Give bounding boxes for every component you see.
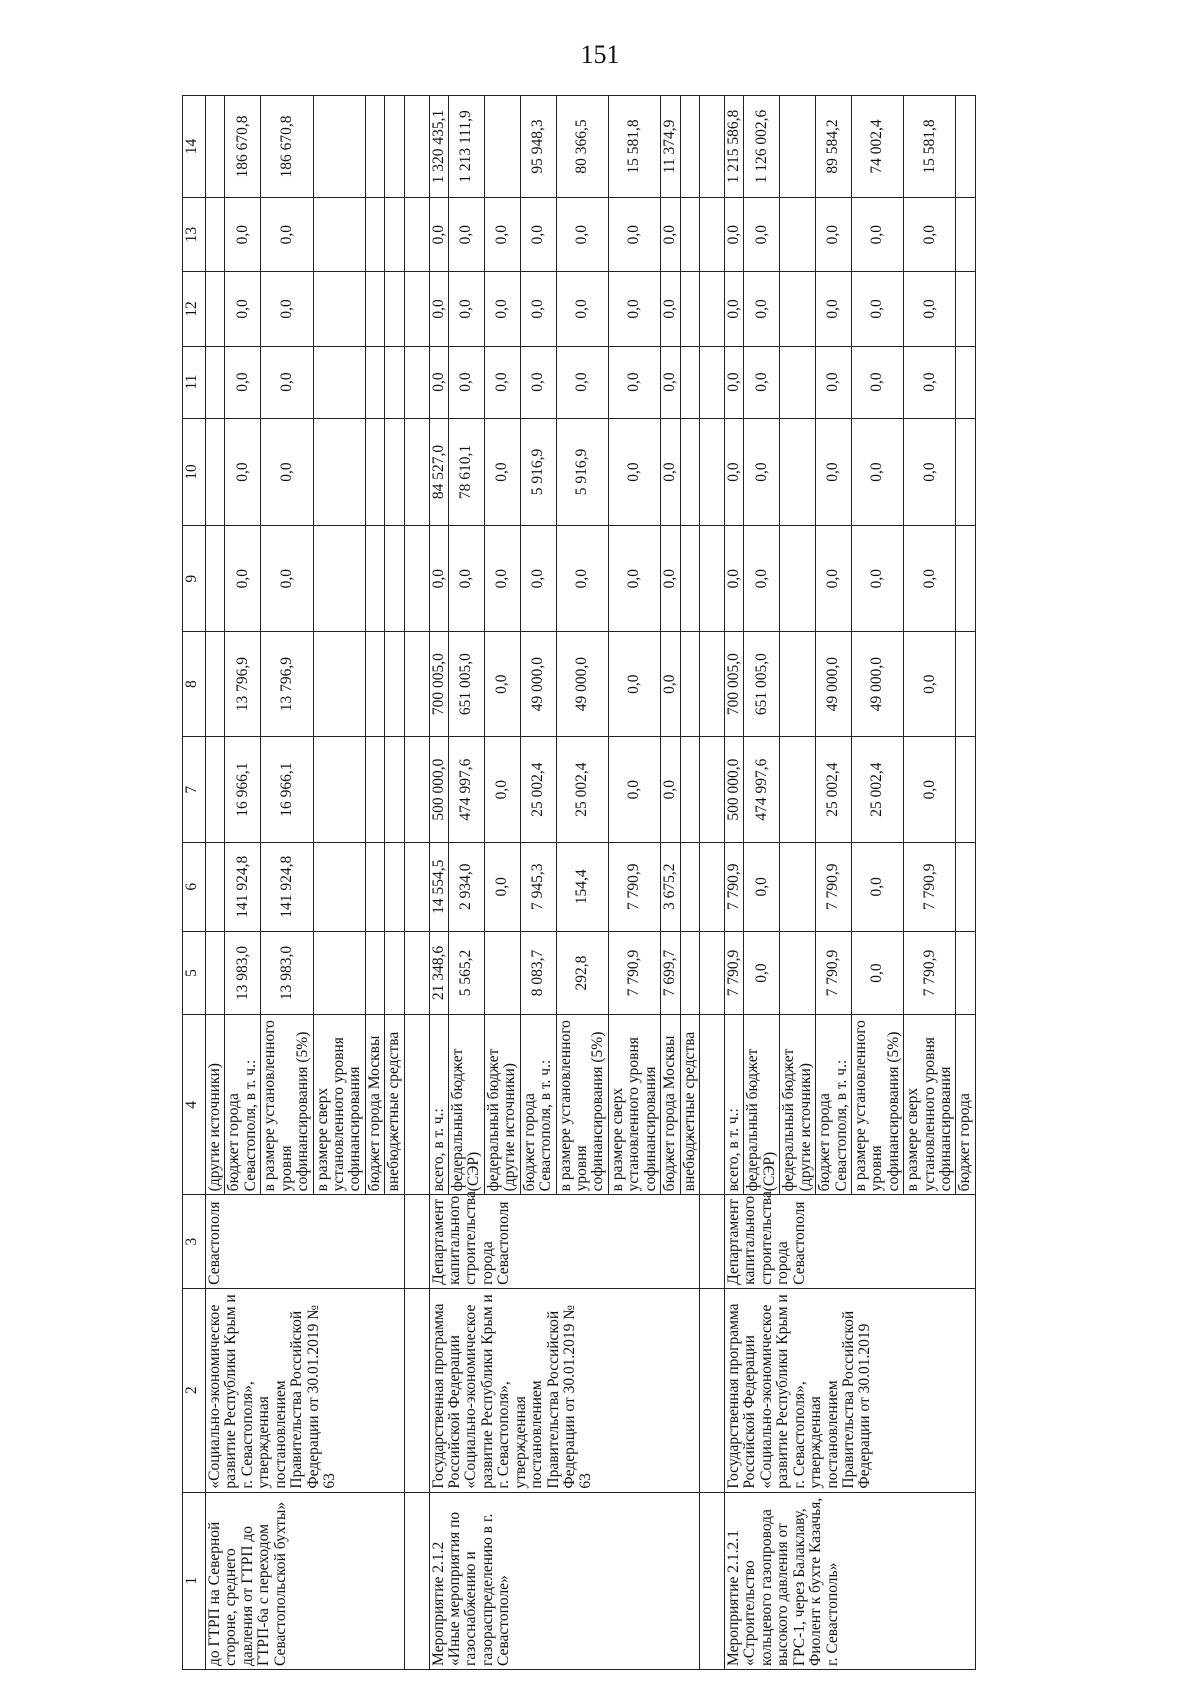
value-cell — [365, 842, 384, 931]
value-cell: 0,0 — [744, 931, 780, 1015]
value-cell: 7 790,9 — [608, 842, 660, 931]
funding-source-cell: всего, в т. ч.: — [429, 1015, 448, 1195]
value-cell — [365, 198, 384, 272]
value-cell: 0,0 — [724, 526, 743, 631]
value-cell: 0,0 — [484, 842, 520, 931]
value-cell — [680, 631, 699, 736]
column-header: 14 — [183, 96, 206, 198]
value-cell: 25 002,4 — [851, 737, 903, 842]
value-cell: 0,0 — [449, 526, 485, 631]
empty-cell — [404, 96, 429, 198]
value-cell: 0,0 — [429, 346, 448, 418]
value-cell: 0,0 — [484, 272, 520, 346]
value-cell — [206, 631, 225, 736]
value-cell: 0,0 — [429, 272, 448, 346]
funding-source-cell: бюджет города Севастополя, в т. ч.: — [520, 1015, 556, 1195]
column-header: 10 — [183, 418, 206, 526]
value-cell: 7 790,9 — [816, 931, 852, 1015]
value-cell — [365, 272, 384, 346]
value-cell — [780, 346, 816, 418]
value-cell — [313, 272, 365, 346]
column-header: 5 — [183, 931, 206, 1015]
value-cell — [313, 526, 365, 631]
value-cell: 0,0 — [608, 526, 660, 631]
value-cell — [206, 737, 225, 842]
value-cell: 25 002,4 — [816, 737, 852, 842]
column-header: 1 — [183, 1492, 206, 1669]
value-cell: 500 000,0 — [429, 737, 448, 842]
value-cell: 0,0 — [429, 198, 448, 272]
value-cell: 21 348,6 — [429, 931, 448, 1015]
empty-cell — [699, 272, 724, 346]
value-cell: 0,0 — [724, 198, 743, 272]
value-cell — [956, 198, 975, 272]
empty-cell — [699, 737, 724, 842]
value-cell: 16 966,1 — [225, 737, 261, 842]
value-cell: 0,0 — [520, 198, 556, 272]
value-cell: 1 320 435,1 — [429, 96, 448, 198]
empty-cell — [404, 346, 429, 418]
value-cell: 0,0 — [261, 418, 313, 526]
funding-source-cell: федеральный бюджет (другие источники) — [780, 1015, 816, 1195]
value-cell: 0,0 — [449, 346, 485, 418]
value-cell: 89 584,2 — [816, 96, 852, 198]
value-cell: 49 000,0 — [816, 631, 852, 736]
value-cell: 49 000,0 — [556, 631, 608, 736]
value-cell — [385, 198, 404, 272]
value-cell — [484, 96, 520, 198]
empty-cell — [404, 737, 429, 842]
table-row — [429, 96, 448, 1670]
value-cell: 13 796,9 — [225, 631, 261, 736]
value-cell: 13 983,0 — [261, 931, 313, 1015]
value-cell: 0,0 — [608, 631, 660, 736]
value-cell: 0,0 — [851, 346, 903, 418]
value-cell: 7 790,9 — [904, 842, 956, 931]
value-cell — [206, 272, 225, 346]
value-cell: 13 983,0 — [225, 931, 261, 1015]
value-cell — [365, 526, 384, 631]
empty-cell — [699, 346, 724, 418]
value-cell: 0,0 — [261, 198, 313, 272]
value-cell: 7 945,3 — [520, 842, 556, 931]
column-header-row — [183, 96, 206, 1670]
empty-cell — [404, 1195, 429, 1289]
value-cell: 0,0 — [904, 418, 956, 526]
funding-source-cell: в размере установленного уровня софинансирования (5%) — [851, 1015, 903, 1195]
value-cell: 0,0 — [449, 272, 485, 346]
value-cell: 0,0 — [744, 526, 780, 631]
value-cell — [313, 842, 365, 931]
value-cell — [206, 526, 225, 631]
value-cell: 0,0 — [851, 418, 903, 526]
value-cell — [313, 96, 365, 198]
value-cell: 292,8 — [556, 931, 608, 1015]
value-cell: 0,0 — [724, 346, 743, 418]
value-cell: 0,0 — [520, 526, 556, 631]
value-cell — [365, 737, 384, 842]
value-cell — [206, 842, 225, 931]
value-cell: 0,0 — [661, 737, 680, 842]
value-cell — [780, 272, 816, 346]
column-header: 9 — [183, 526, 206, 631]
funding-source-cell: в размере установленного уровня софинансирования (5%) — [261, 1015, 313, 1195]
rotated-table-wrapper — [182, 95, 1100, 1670]
column-header: 11 — [183, 346, 206, 418]
empty-cell — [404, 1015, 429, 1195]
value-cell: 84 527,0 — [429, 418, 448, 526]
funding-source-cell: в размере сверх установленного уровня софинансирования — [608, 1015, 660, 1195]
value-cell — [313, 418, 365, 526]
empty-cell — [404, 631, 429, 736]
program-cell: Государственная программа Российской Федерации «Социально-экономическое развитие Республики Крым и г. Севастополя», утвержденная постановлением Правительства Российской Федерации от 30.01.2019 № 63 — [429, 1288, 699, 1492]
value-cell: 25 002,4 — [520, 737, 556, 842]
value-cell — [385, 96, 404, 198]
value-cell: 0,0 — [744, 842, 780, 931]
value-cell — [680, 418, 699, 526]
value-cell: 474 997,6 — [744, 737, 780, 842]
value-cell — [956, 631, 975, 736]
value-cell: 0,0 — [904, 631, 956, 736]
value-cell — [385, 737, 404, 842]
value-cell — [385, 418, 404, 526]
value-cell: 8 083,7 — [520, 931, 556, 1015]
funding-source-cell: внебюджетные средства — [385, 1015, 404, 1195]
block-divider-row — [404, 96, 429, 1670]
empty-cell — [404, 1288, 429, 1492]
value-cell: 0,0 — [449, 198, 485, 272]
value-cell: 0,0 — [225, 346, 261, 418]
column-header: 13 — [183, 198, 206, 272]
funding-source-cell: бюджет города Москвы — [661, 1015, 680, 1195]
value-cell: 0,0 — [608, 272, 660, 346]
executor-cell: Департамент капитального строительства города Севастополя — [724, 1195, 975, 1289]
empty-cell — [404, 1492, 429, 1669]
empty-cell — [404, 198, 429, 272]
funding-source-cell: бюджет города Севастополя, в т. ч.: — [225, 1015, 261, 1195]
value-cell: 7 790,9 — [816, 842, 852, 931]
value-cell: 0,0 — [261, 526, 313, 631]
value-cell — [365, 418, 384, 526]
funding-source-cell: в размере сверх установленного уровня софинансирования — [904, 1015, 956, 1195]
value-cell: 5 916,9 — [556, 418, 608, 526]
page-number: 151 — [580, 40, 620, 69]
value-cell — [385, 272, 404, 346]
value-cell: 0,0 — [608, 737, 660, 842]
column-header: 6 — [183, 842, 206, 931]
value-cell: 0,0 — [816, 526, 852, 631]
table-body — [206, 96, 976, 1670]
value-cell: 7 790,9 — [904, 931, 956, 1015]
value-cell: 186 670,8 — [225, 96, 261, 198]
value-cell: 3 675,2 — [661, 842, 680, 931]
value-cell: 5 565,2 — [449, 931, 485, 1015]
program-cell: Государственная программа Российской Федерации «Социально-экономическое развитие Республики Крым и г. Севастополя», утвержденная постановлением Правительства Российской Федерации от 30.01.2019 — [724, 1288, 975, 1492]
value-cell: 7 790,9 — [724, 931, 743, 1015]
value-cell: 15 581,8 — [608, 96, 660, 198]
value-cell — [780, 198, 816, 272]
value-cell: 0,0 — [744, 346, 780, 418]
value-cell: 0,0 — [851, 272, 903, 346]
value-cell — [680, 346, 699, 418]
value-cell — [680, 526, 699, 631]
value-cell: 1 215 586,8 — [724, 96, 743, 198]
value-cell: 7 790,9 — [608, 931, 660, 1015]
column-header: 12 — [183, 272, 206, 346]
value-cell: 0,0 — [661, 346, 680, 418]
value-cell: 0,0 — [261, 346, 313, 418]
value-cell: 651 005,0 — [449, 631, 485, 736]
value-cell: 78 610,1 — [449, 418, 485, 526]
value-cell: 0,0 — [661, 526, 680, 631]
value-cell — [780, 96, 816, 198]
empty-cell — [699, 1288, 724, 1492]
value-cell: 474 997,6 — [449, 737, 485, 842]
funding-source-cell: федеральный бюджет (СЭР) — [449, 1015, 485, 1195]
value-cell — [206, 198, 225, 272]
empty-cell — [699, 1015, 724, 1195]
value-cell — [956, 526, 975, 631]
empty-cell — [699, 96, 724, 198]
value-cell: 11 374,9 — [661, 96, 680, 198]
value-cell: 80 366,5 — [556, 96, 608, 198]
value-cell — [956, 842, 975, 931]
value-cell: 0,0 — [661, 272, 680, 346]
value-cell: 0,0 — [661, 418, 680, 526]
value-cell — [956, 272, 975, 346]
value-cell: 14 554,5 — [429, 842, 448, 931]
value-cell: 0,0 — [484, 737, 520, 842]
value-cell — [680, 737, 699, 842]
empty-cell — [699, 1195, 724, 1289]
value-cell: 0,0 — [484, 418, 520, 526]
value-cell — [206, 931, 225, 1015]
value-cell: 0,0 — [744, 272, 780, 346]
funding-source-cell: (другие источники) — [206, 1015, 225, 1195]
value-cell: 0,0 — [520, 346, 556, 418]
empty-cell — [404, 526, 429, 631]
value-cell — [365, 931, 384, 1015]
measure-name-cell: до ГТРП на Северной стороне, среднего давления от ГТРП до ГТРП-6а с переходом Севастопольской бухты» — [206, 1492, 405, 1669]
funding-source-cell: всего, в т. ч.: — [724, 1015, 743, 1195]
value-cell: 49 000,0 — [851, 631, 903, 736]
value-cell: 0,0 — [484, 526, 520, 631]
funding-source-cell: федеральный бюджет (СЭР) — [744, 1015, 780, 1195]
value-cell: 0,0 — [816, 198, 852, 272]
column-header: 7 — [183, 737, 206, 842]
empty-cell — [699, 631, 724, 736]
value-cell: 0,0 — [744, 198, 780, 272]
value-cell — [206, 346, 225, 418]
value-cell — [206, 418, 225, 526]
empty-cell — [404, 842, 429, 931]
value-cell: 141 924,8 — [225, 842, 261, 931]
value-cell: 700 005,0 — [724, 631, 743, 736]
value-cell — [365, 96, 384, 198]
value-cell — [313, 631, 365, 736]
value-cell — [385, 526, 404, 631]
value-cell — [780, 418, 816, 526]
table-row — [206, 96, 225, 1670]
value-cell — [385, 346, 404, 418]
funding-source-cell: в размере сверх установленного уровня софинансирования — [313, 1015, 365, 1195]
value-cell: 0,0 — [608, 346, 660, 418]
block-divider-row — [699, 96, 724, 1670]
value-cell: 0,0 — [744, 418, 780, 526]
value-cell — [365, 346, 384, 418]
value-cell: 0,0 — [904, 526, 956, 631]
value-cell: 700 005,0 — [429, 631, 448, 736]
value-cell — [680, 272, 699, 346]
column-header: 2 — [183, 1288, 206, 1492]
empty-cell — [404, 418, 429, 526]
value-cell: 186 670,8 — [261, 96, 313, 198]
value-cell — [313, 737, 365, 842]
value-cell: 0,0 — [904, 346, 956, 418]
value-cell: 0,0 — [608, 418, 660, 526]
column-header: 3 — [183, 1195, 206, 1289]
value-cell: 0,0 — [608, 198, 660, 272]
program-cell: «Социально-экономическое развитие Республики Крым и г. Севастополя», утвержденная постановлением Правительства Российской Федерации от 30.01.2019 № 63 — [206, 1288, 405, 1492]
value-cell: 154,4 — [556, 842, 608, 931]
value-cell — [780, 842, 816, 931]
value-cell — [365, 631, 384, 736]
value-cell — [680, 96, 699, 198]
funding-source-cell: бюджет города Севастополя, в т. ч.: — [816, 1015, 852, 1195]
value-cell — [313, 198, 365, 272]
empty-cell — [699, 418, 724, 526]
value-cell — [780, 526, 816, 631]
empty-cell — [699, 1492, 724, 1669]
empty-cell — [699, 198, 724, 272]
measure-name-cell: Мероприятие 2.1.2 «Иные мероприятия по газоснабжению и газораспределению в г. Севастополе» — [429, 1492, 699, 1669]
executor-cell: Департамент капитального строительства города Севастополя — [429, 1195, 699, 1289]
value-cell: 7 699,7 — [661, 931, 680, 1015]
value-cell: 0,0 — [556, 346, 608, 418]
value-cell: 0,0 — [661, 631, 680, 736]
value-cell: 0,0 — [816, 346, 852, 418]
value-cell: 0,0 — [724, 418, 743, 526]
value-cell — [484, 931, 520, 1015]
value-cell: 500 000,0 — [724, 737, 743, 842]
value-cell: 0,0 — [556, 272, 608, 346]
value-cell: 0,0 — [556, 526, 608, 631]
value-cell: 0,0 — [851, 198, 903, 272]
value-cell: 0,0 — [904, 272, 956, 346]
value-cell: 0,0 — [556, 198, 608, 272]
value-cell — [956, 737, 975, 842]
value-cell — [206, 96, 225, 198]
funding-source-cell: внебюджетные средства — [680, 1015, 699, 1195]
value-cell — [680, 931, 699, 1015]
value-cell: 0,0 — [851, 526, 903, 631]
measure-name-cell: Мероприятие 2.1.2.1 «Строительство кольцевого газопровода высокого давления от ГРС-1, через Балаклаву, Фиолент к бухте Казачья, г. Севастополь» — [724, 1492, 975, 1669]
value-cell: 0,0 — [904, 737, 956, 842]
value-cell: 0,0 — [851, 842, 903, 931]
table-row — [724, 96, 743, 1670]
value-cell — [956, 346, 975, 418]
executor-cell: Севастополя — [206, 1195, 405, 1289]
value-cell: 0,0 — [429, 526, 448, 631]
value-cell: 7 790,9 — [724, 842, 743, 931]
value-cell: 0,0 — [225, 272, 261, 346]
value-cell: 49 000,0 — [520, 631, 556, 736]
value-cell — [385, 631, 404, 736]
value-cell: 2 934,0 — [449, 842, 485, 931]
value-cell — [313, 346, 365, 418]
value-cell: 0,0 — [661, 198, 680, 272]
funding-source-cell: бюджет города Москвы — [365, 1015, 384, 1195]
value-cell — [780, 737, 816, 842]
value-cell: 0,0 — [484, 198, 520, 272]
value-cell: 0,0 — [261, 272, 313, 346]
value-cell: 0,0 — [904, 198, 956, 272]
value-cell: 1 126 002,6 — [744, 96, 780, 198]
value-cell: 0,0 — [484, 631, 520, 736]
value-cell: 0,0 — [225, 198, 261, 272]
value-cell: 0,0 — [851, 931, 903, 1015]
value-cell — [956, 931, 975, 1015]
value-cell: 95 948,3 — [520, 96, 556, 198]
value-cell — [780, 631, 816, 736]
empty-cell — [699, 526, 724, 631]
value-cell — [680, 842, 699, 931]
value-cell: 0,0 — [225, 526, 261, 631]
value-cell — [313, 931, 365, 1015]
funding-source-cell: федеральный бюджет (другие источники) — [484, 1015, 520, 1195]
value-cell: 16 966,1 — [261, 737, 313, 842]
column-header: 4 — [183, 1015, 206, 1195]
value-cell — [385, 931, 404, 1015]
empty-cell — [699, 842, 724, 931]
value-cell: 0,0 — [816, 272, 852, 346]
value-cell — [680, 198, 699, 272]
value-cell — [780, 931, 816, 1015]
value-cell: 13 796,9 — [261, 631, 313, 736]
value-cell — [385, 842, 404, 931]
program-funding-table — [182, 95, 976, 1670]
value-cell: 0,0 — [484, 346, 520, 418]
value-cell: 0,0 — [816, 418, 852, 526]
empty-cell — [404, 931, 429, 1015]
funding-source-cell: в размере установленного уровня софинансирования (5%) — [556, 1015, 608, 1195]
value-cell: 651 005,0 — [744, 631, 780, 736]
value-cell: 141 924,8 — [261, 842, 313, 931]
value-cell — [956, 418, 975, 526]
value-cell: 0,0 — [225, 418, 261, 526]
funding-source-cell: бюджет города — [956, 1015, 975, 1195]
value-cell: 5 916,9 — [520, 418, 556, 526]
value-cell: 0,0 — [724, 272, 743, 346]
value-cell: 1 213 111,9 — [449, 96, 485, 198]
value-cell: 0,0 — [520, 272, 556, 346]
value-cell: 25 002,4 — [556, 737, 608, 842]
column-header: 8 — [183, 631, 206, 736]
value-cell: 15 581,8 — [904, 96, 956, 198]
value-cell: 74 002,4 — [851, 96, 903, 198]
empty-cell — [404, 272, 429, 346]
empty-cell — [699, 931, 724, 1015]
value-cell — [956, 96, 975, 198]
